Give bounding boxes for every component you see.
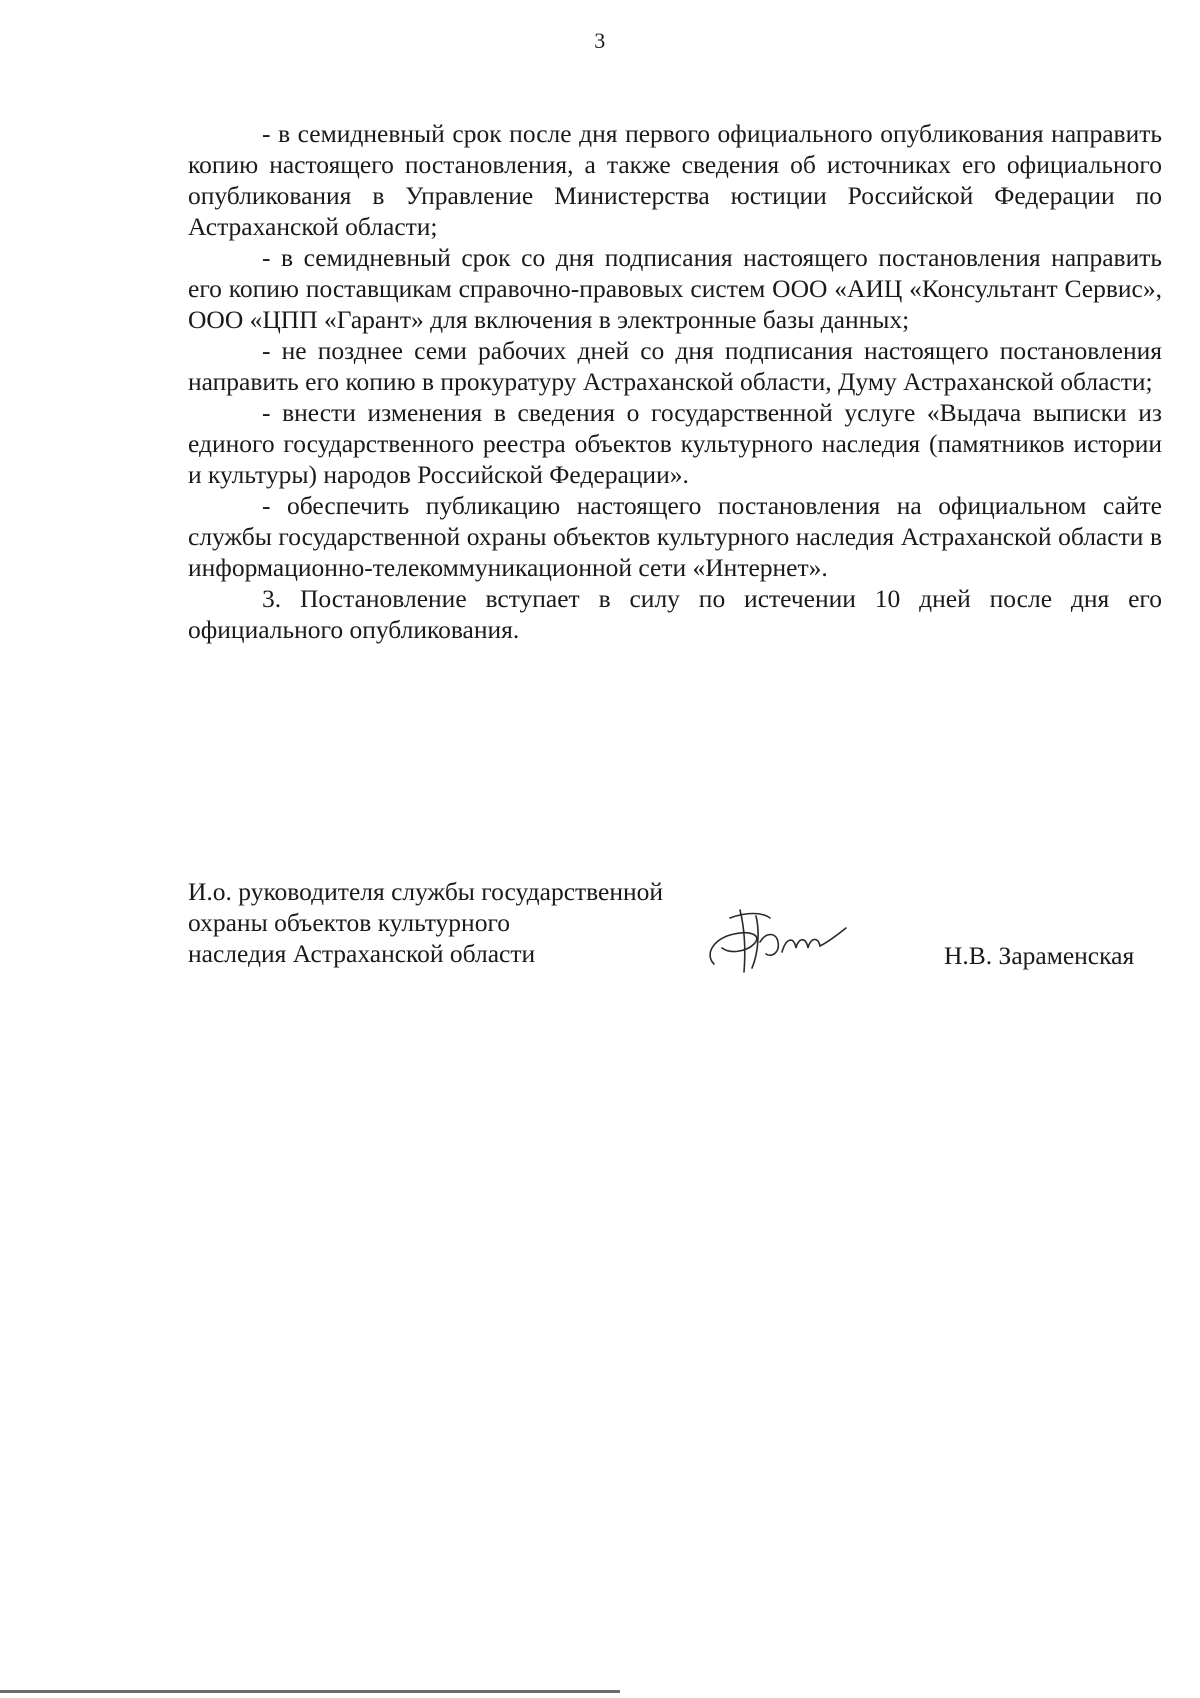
signatory-title-line: наследия Астраханской области [188,939,536,968]
paragraph-effective-date: 3. Постановление вступает в силу по истечении 10 дней после дня его официального опубликования. [188,584,1162,644]
page-number: 3 [594,28,606,53]
signatory-title-line: И.о. руководителя службы государственной [188,877,664,906]
scan-edge-line [0,1690,620,1693]
document-body [188,118,1162,645]
paragraph-prosecutor-duma: - не позднее семи рабочих дней со дня подписания настоящего постановления направить его копию в прокуратуру Астраханской области, Думу Астраханской области; [188,336,1162,396]
signatory-title [188,876,663,969]
paragraph-state-service: - внести изменения в сведения о государственной услуге «Выдача выписки из единого государственного реестра объектов культурного наследия (памятников истории и культуры) народов Российской Федерации». [188,398,1162,489]
paragraph-publication-justice: - в семидневный срок после дня первого официального опубликования направить копию настоящего постановления, а также сведения об источниках его официального опубликования в Управление Министерства юстиции Российской Федерации по Астраханской области; [188,119,1162,241]
paragraph-website-publication: - обеспечить публикацию настоящего постановления на официальном сайте службы государственной охраны объектов культурного наследия Астраханской области в информационно-телекоммуникационной сети «Интернет». [188,491,1162,582]
paragraph-legal-systems: - в семидневный срок со дня подписания настоящего постановления направить его копию поставщикам справочно-правовых систем ООО «АИЦ «Консультант Сервис», ООО «ЦПП «Гарант» для включения в электронные базы данных; [188,243,1162,334]
signatory-name: Н.В. Зараменская [944,941,1135,970]
handwritten-signature [700,902,860,982]
signatory-title-line: охраны объектов культурного [188,908,511,937]
